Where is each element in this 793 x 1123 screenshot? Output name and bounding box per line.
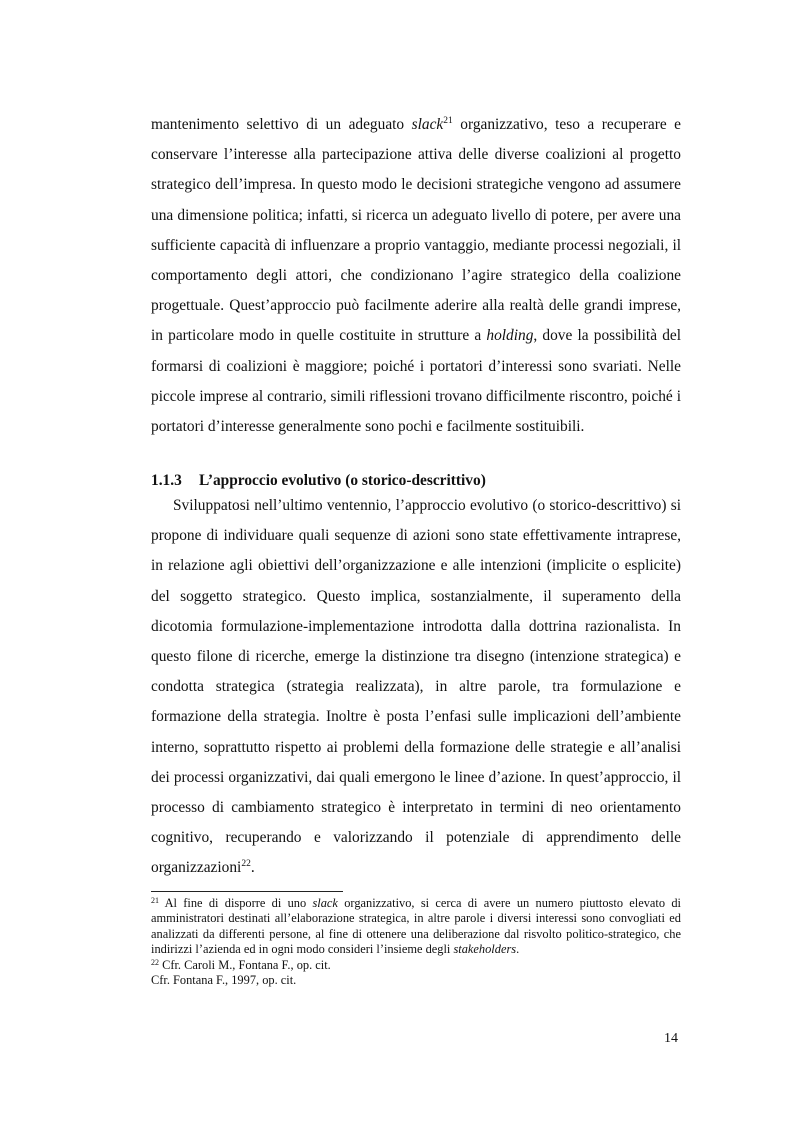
footnote-ref-22[interactable]: 22	[241, 859, 251, 870]
footnote-22	[151, 958, 681, 973]
footnote-21	[151, 896, 681, 958]
paragraph-text: , dove la possibilità del formarsi di coalizioni è maggiore; poiché i portatori d’interessi sono svariati. Nelle piccole imprese al contrario, simili riflessioni trovano difficilmente riscontro, poiché i portatori d’interesse generalmente sono pochi e facilmente sostituibili.	[151, 327, 682, 436]
footnote-extra: Cfr. Fontana F., 1997, op. cit.	[151, 973, 297, 988]
section-heading	[151, 470, 681, 492]
paragraph-text: Sviluppatosi nell’ultimo ventennio, l’approccio evolutivo (o storico-descrittivo) si propone di individuare quali sequenze di azioni sono state effettivamente intraprese, in relazione agli obiettivi dell’organizzazione e alle intenzioni (implicite o esplicite) del soggetto strategico. Questo implica, sostanzialmente, il superamento della dicotomia formulazione-implementazione introdotta dalla dottrina razionalista. In questo filone di ricerche, emerge la distinzione tra disegno (intenzione strategica) e condotta strategica (strategia realizzata), in altre parole, tra formulazione e formazione della strategia. Inoltre è posta l’enfasi sulle implicazioni dell’ambiente interno, soprattutto rispetto ai problemi della formazione delle strategie e all’analisi dei processi organizzativi, dai quali emergono le linee d’azione. In quest’approccio, il processo di cambiamento strategico è interpretato in termini di neo orientamento cognitivo, recuperando e valorizzando il potenziale di apprendimento delle organizzazioni	[151, 497, 681, 877]
italic-term: stakeholders	[453, 942, 517, 957]
footnote-text: .	[516, 942, 520, 957]
italic-term: holding	[486, 327, 534, 345]
italic-term: slack	[411, 116, 444, 133]
footnotes	[151, 896, 681, 988]
footnote-mark: 21	[151, 896, 159, 905]
page-number: 14	[664, 1031, 678, 1046]
footnote-mark: 22	[151, 957, 159, 967]
footnote-text: Cfr. Caroli M., Fontana F., op. cit.	[159, 957, 331, 972]
footnote-separator	[151, 891, 343, 892]
footnote-text: organizzativo, si cerca di avere un numero piuttosto elevato di amministratori destinati all’elaborazione strategica, in altre parole i diversi interessi sono convogliati ed analizzati da differenti persone, al fine di ottenere una deliberazione dal risvolto politico-strategico, che indirizzi l’azienda ed in ogni modo consideri l’insieme degli	[151, 896, 682, 957]
paragraph-text: mantenimento selettivo di un adeguato	[151, 116, 412, 133]
section-title: L’approccio evolutivo (o storico-descrittivo)	[199, 472, 486, 489]
section-number: 1.1.3	[151, 472, 182, 489]
paragraph-end: .	[250, 859, 255, 877]
footnote-ref-21[interactable]: 21	[443, 116, 453, 126]
body-paragraph-1	[151, 110, 681, 442]
footnote-text: Al fine di disporre di uno	[159, 896, 313, 910]
body-paragraph-2	[151, 491, 681, 884]
italic-term: slack	[312, 896, 338, 910]
paragraph-text: organizzativo, teso a recuperare e conservare l’interesse alla partecipazione attiva delle diverse coalizioni al progetto strategico dell’impresa. In questo modo le decisioni strategiche vengono ad assumere una dimensione politica; infatti, si ricerca un adeguato livello di potere, per avere una sufficiente capacità di influenzare a proprio vantaggio, mediante processi negoziali, il comportamento degli attori, che condizionano l’agire strategico della coalizione progettuale. Quest’approccio può facilmente aderire alla realtà delle grandi imprese, in particolare modo in quelle costituite in strutture a	[151, 116, 681, 345]
